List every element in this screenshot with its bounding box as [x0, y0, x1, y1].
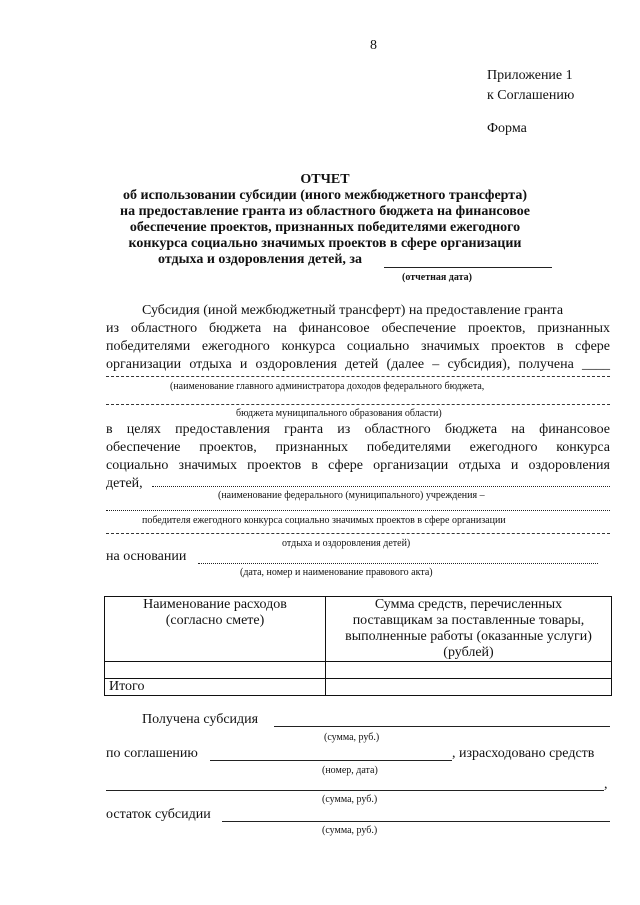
appendix-agreement: к Соглашению: [487, 88, 575, 103]
institution-caption: (наименование федерального (муниципального) учреждения –: [218, 490, 485, 501]
expense-amount-cell[interactable]: [326, 662, 612, 679]
administrator-caption-2: бюджета муниципального образования области): [236, 408, 442, 419]
appendix-label: Приложение 1: [487, 68, 573, 83]
report-title-line: отдыха и оздоровления детей, за: [158, 252, 363, 267]
para2-line: в целях предоставления гранта из областного бюджета на финансовое: [106, 422, 610, 437]
agreement-field[interactable]: [210, 760, 452, 761]
spent-comma: ,: [604, 777, 608, 792]
received-caption: (сумма, руб.): [324, 732, 380, 743]
administrator-caption: (наименование главного администратора доходов федерального бюджета,: [170, 381, 485, 392]
spent-amount-field[interactable]: [106, 790, 604, 791]
basis-caption: (дата, номер и наименование правового акта): [240, 567, 433, 578]
report-date-field[interactable]: [384, 267, 552, 268]
institution-field[interactable]: [152, 486, 610, 487]
basis-label: на основании: [106, 549, 187, 564]
expense-name-header: Наименование расходов (согласно смете): [105, 597, 326, 662]
form-label: Форма: [487, 121, 527, 136]
report-title-line: обеспечение проектов, признанных победителями ежегодного: [129, 220, 521, 235]
total-label: Итого: [105, 679, 326, 696]
para1-line: победителями ежегодного конкурса социально значимых проектов в сфере: [106, 339, 610, 354]
remainder-amount-field[interactable]: [222, 821, 610, 822]
administrator-field[interactable]: [106, 376, 610, 377]
table-header-row: [105, 597, 612, 662]
spent-caption: (сумма, руб.): [322, 794, 378, 805]
report-title-line: на предоставление гранта из областного бюджета на финансовое: [120, 204, 530, 219]
para2-line: социально значимых проектов в сфере организации отдыха и оздоровления: [106, 458, 610, 473]
report-date-caption: (отчетная дата): [402, 272, 472, 283]
institution-caption-3: отдыха и оздоровления детей): [282, 538, 411, 549]
total-amount-cell[interactable]: [326, 679, 612, 696]
table-row: [105, 662, 612, 679]
expense-amount-header: Сумма средств, перечисленных поставщикам за поставленные товары, выполненные работы (оказанные услуги) (рублей): [326, 597, 612, 662]
page-number: 8: [370, 38, 377, 53]
report-title-line: конкурса социально значимых проектов в сфере организации: [128, 236, 522, 251]
received-label: Получена субсидия: [142, 712, 259, 727]
institution-caption-2: победителя ежегодного конкурса социально значимых проектов в сфере организации: [142, 515, 506, 526]
institution-field-2[interactable]: [106, 510, 610, 511]
para1-line: Субсидия (иной межбюджетный трансферт) на предоставление гранта: [142, 303, 564, 318]
remainder-label: остаток субсидии: [106, 807, 211, 822]
report-title-line: об использовании субсидии (иного межбюджетного трансферта): [123, 188, 527, 203]
expenses-table: [104, 596, 612, 696]
para1-line: из областного бюджета на финансовое обеспечение проектов, признанных: [106, 321, 610, 336]
expense-name-cell[interactable]: [105, 662, 326, 679]
institution-field-3[interactable]: [106, 533, 610, 534]
received-amount-field[interactable]: [274, 726, 610, 727]
agreement-label: по соглашению: [106, 746, 198, 761]
agreement-caption: (номер, дата): [322, 765, 378, 776]
administrator-field-2[interactable]: [106, 404, 610, 405]
agreement-tail: , израсходовано средств: [452, 746, 595, 761]
para2-line: детей,: [106, 476, 143, 491]
table-total-row: [105, 679, 612, 696]
report-heading: ОТЧЕТ: [300, 172, 350, 187]
para1-line: организации отдыха и оздоровления детей (далее – субсидия), получена ____: [106, 357, 610, 372]
basis-field[interactable]: [198, 563, 598, 564]
para2-line: обеспечение проектов, признанных победителями ежегодного конкурса: [106, 440, 610, 455]
remainder-caption: (сумма, руб.): [322, 825, 378, 836]
